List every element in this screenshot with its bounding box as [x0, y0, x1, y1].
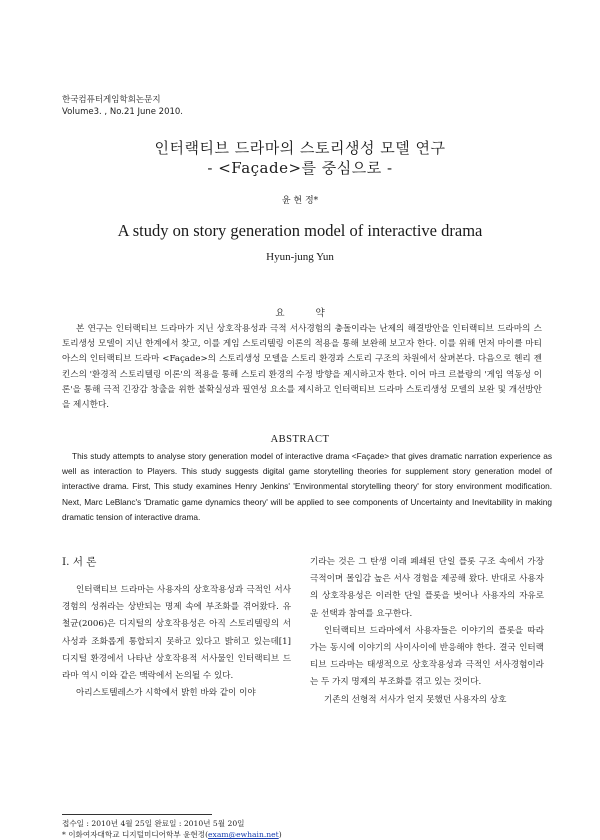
footnote-affiliation-line — [62, 829, 542, 840]
body-paragraph: 인터랙티브 드라마에서 사용자들은 이야기의 플롯을 따라가는 동시에 이야기의 사이사이에 반응해야 한다. 결국 인터랙티브 드라마는 태생적으로 상호작용성과 극적인 서사경험이라는 두 가지 명제의 부조화를 겪고 있는 것이다. — [310, 625, 544, 688]
abstract-english-heading: ABSTRACT — [270, 434, 330, 445]
footnote-affiliation: * 이화여자대학교 디지털미디어학부 윤현정( — [62, 830, 209, 839]
abstract-korean-body: 본 연구는 인터랙티브 드라마가 지닌 상호작용성과 극적 서사경험의 충돌이라는 난제의 해결방안을 인터랙티브 드라마의 스토리생성 모델이 지닌 한계에서 찾고, 이를 게임 스토리텔링 이론의 적용을 통해 보완해 보고자 한다. 이를 위해 먼저 마이클 마티아스의 인터랙티브 드라마 <Façade>의 스토리생성 모델을 스토리 환경과 스토리 구조의 차원에서 살펴본다. 다음으로 헨리 젠킨스의 '환경적 스토리텔링 이론'의 적용을 통해 스토리 환경의 수정 방향을 제시하고자 한다. 이어 마크 르블랑의 '게임 역동성 이론'을 통해 극적 긴장감 창출을 위한 불확실성과 필연성 요소를 제시하고 인터랙티브 드라마 스토리생성 모델의 보완 및 개선방안을 제시한다. — [62, 324, 542, 411]
footnote-close-paren: ) — [278, 830, 282, 839]
paper-subtitle-korean: - <Façade>를 중심으로 - — [207, 159, 393, 177]
journal-name: 한국컴퓨터게임학회논문지 — [62, 95, 161, 105]
paper-title-english: A study on story generation model of interactive drama — [117, 221, 483, 240]
body-paragraph: 아리스토텔레스가 시학에서 밝힌 바와 같이 이야 — [76, 688, 256, 699]
section-heading-introduction: I. 서 론 — [62, 556, 97, 568]
footnote-divider — [62, 814, 212, 815]
journal-issue: Volume3. , No.21 June 2010. — [62, 107, 184, 117]
abstract-english-body: This study attempts to analyse story generation model of interactive drama <Façade> that gives dramatic narration experience as well as interaction to Players. This study suggests digital game storytelling theories for supplement story generation model of interactive drama. First, This study examines Henry Jenkins' 'Environmental storytelling theory' for story environment modification. Next, Marc LeBlanc's 'Dramatic game dynamics theory' will be applied to see components of Uncertainty and Inevitability in making dramatic tension of interactive drama. — [62, 451, 552, 522]
author-email-link[interactable]: exam@ewhain.net — [208, 830, 279, 839]
body-paragraph: 기존의 선형적 서사가 얻지 못했던 사용자의 상호 — [324, 694, 507, 705]
paper-title-korean: 인터랙티브 드라마의 스토리생성 모델 연구 — [154, 139, 446, 157]
footnote-dates: 접수일 : 2010년 4월 25일 완료일 : 2010년 5월 20일 — [62, 819, 245, 828]
body-paragraph: 인터랙티브 드라마는 사용자의 상호작용성과 극적인 서사경험의 성취라는 상반되는 명제 속에 부조화를 겪어왔다. 유철균(2006)은 디지털의 상호작용성은 아직 스토리텔링의 서사성과 조화롭게 통합되지 못하고 있다고 밝히고 있는데[1] 디지털 환경에서 나타난 상호작용적 서사물인 인터랙티브 드라마 역시 이와 같은 맥락에서 논의될 수 있다. — [62, 585, 291, 682]
body-column-right — [310, 554, 544, 709]
footnote — [62, 818, 542, 840]
author-english: Hyun-jung Yun — [266, 251, 334, 263]
author-korean: 윤 현 정* — [281, 196, 319, 206]
journal-header — [62, 94, 183, 118]
body-paragraph: 기라는 것은 그 탄생 이래 폐쇄된 단일 플롯 구조 속에서 가장 극적이며 몰입감 높은 서사 경험을 제공해 왔다. 반대로 사용자의 상호작용성은 이러한 단일 플롯을 벗어나 사용자의 자유로운 선택과 참여를 요구한다. — [310, 557, 544, 619]
abstract-korean-heading: 요 약 — [275, 308, 339, 319]
body-column-left — [62, 554, 291, 702]
